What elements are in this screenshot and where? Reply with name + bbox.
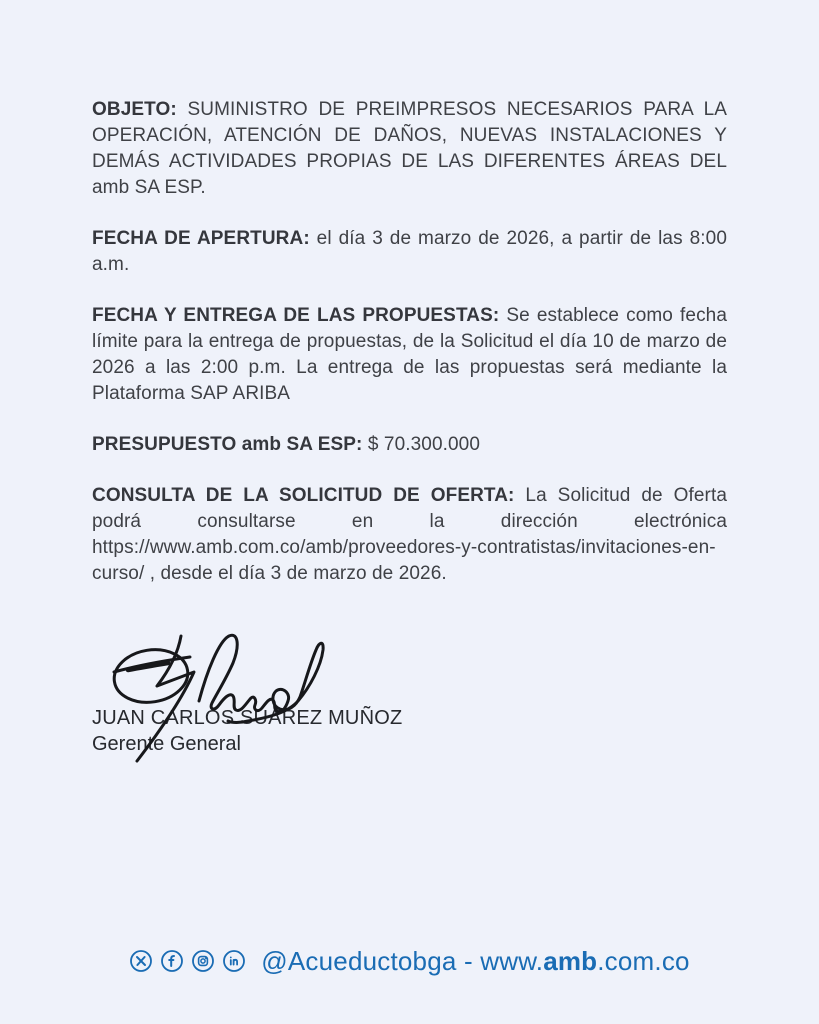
linkedin-icon — [222, 949, 246, 973]
paragraph-body: La Solicitud de Oferta podrá consultarse en la dirección electrónica https://www.amb.com.co/amb/proveedores-y-contratistas/invitaciones-en-curso/ , desde el día 3 de marzo de 2026. — [92, 485, 727, 584]
paragraph-fecha-entrega — [92, 303, 727, 407]
paragraph-label: CONSULTA DE LA SOLICITUD DE OFERTA: — [92, 485, 515, 506]
footer-text — [261, 946, 689, 976]
paragraph-body: SUMINISTRO DE PREIMPRESOS NECESARIOS PARA LA OPERACIÓN, ATENCIÓN DE DAÑOS, NUEVAS INSTALACIONES Y DEMÁS ACTIVIDADES PROPIAS DE LAS DIFERENTES ÁREAS DEL amb SA ESP. — [92, 99, 728, 198]
paragraph-label: FECHA DE APERTURA: — [92, 228, 310, 249]
paragraph-label: PRESUPUESTO amb SA ESP: — [92, 434, 363, 455]
x-social-icon — [129, 949, 153, 973]
url-brand: amb — [543, 946, 598, 976]
footer — [0, 946, 819, 976]
facebook-icon — [160, 949, 184, 973]
paragraph-body: el día 3 de marzo de 2026, a partir de las 8:00 a.m. — [92, 228, 727, 275]
paragraph-presupuesto — [92, 432, 727, 458]
signatory-name: JUAN CARLOS SUÁREZ MUÑOZ — [92, 707, 403, 729]
social-handle: @Acueductobga — [261, 946, 457, 976]
paragraph-body: Se establece como fecha límite para la entrega de propuestas, de la Solicitud el día 10 de marzo de 2026 a las 2:00 p.m. La entrega de las propuestas será mediante la Plataforma SAP ARIBA — [92, 305, 727, 404]
paragraph-consulta — [92, 483, 727, 587]
footer-separator: - — [456, 946, 481, 976]
paragraph-body: $ 70.300.000 — [367, 434, 481, 455]
instagram-icon — [191, 949, 215, 973]
paragraph-objeto — [92, 97, 727, 201]
paragraph-fecha-apertura — [92, 226, 727, 278]
url-prefix: www. — [480, 946, 544, 976]
paragraph-label: FECHA Y ENTREGA DE LAS PROPUESTAS: — [92, 305, 500, 326]
paragraph-label: OBJETO: — [92, 99, 177, 120]
signature-block — [92, 705, 727, 757]
url-suffix: .com.co — [597, 946, 690, 976]
signatory-title: Gerente General — [92, 733, 241, 755]
